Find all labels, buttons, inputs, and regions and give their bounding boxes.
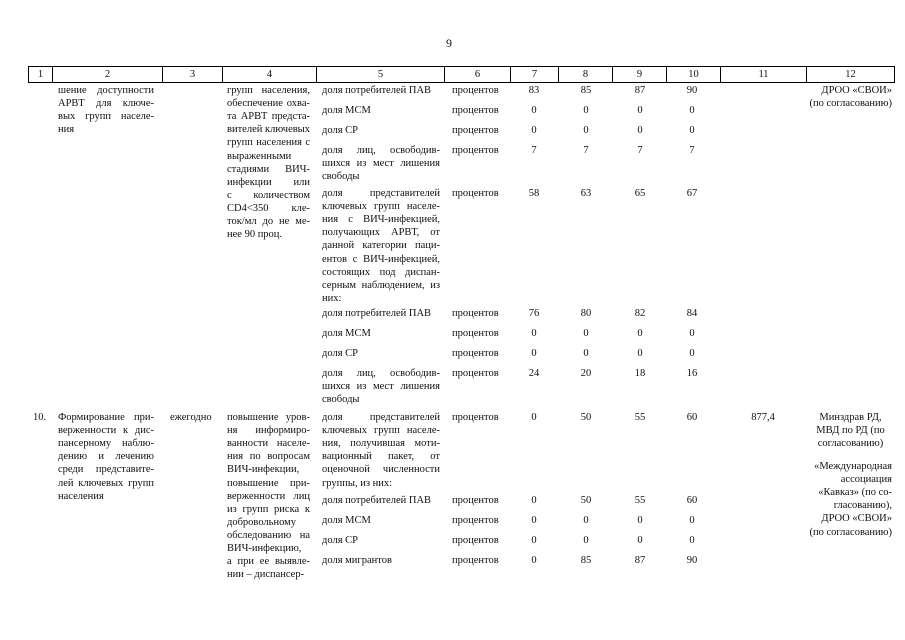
item10-col4-line: ния по вопросам bbox=[227, 451, 310, 463]
row-top-2-value-7: 0 bbox=[531, 125, 537, 136]
header-cell-3: 3 bbox=[162, 67, 222, 82]
row-top-7-value-8: 0 bbox=[583, 348, 589, 359]
item10-col2-line: верженности к дис- bbox=[58, 425, 154, 437]
item10-row-0-indicator-line: ния, получившая моти- bbox=[322, 438, 440, 450]
item10-col2-line: Формирование при- bbox=[58, 412, 154, 423]
row-top-8-indicator-line: доля лиц, освободив- bbox=[322, 368, 440, 379]
item10-responsible-a: согласованию) bbox=[817, 438, 884, 450]
row-top-4-indicator-line: данной категории паци- bbox=[322, 240, 440, 252]
header-cell-10: 10 bbox=[666, 67, 720, 82]
row-top-6-value-8: 0 bbox=[583, 328, 589, 339]
row-top-1-value-7: 0 bbox=[531, 105, 537, 116]
row-top-4-value-7: 58 bbox=[528, 188, 540, 199]
row-top-4-value-9: 65 bbox=[634, 188, 646, 199]
item10-row-4-value-9: 87 bbox=[634, 555, 646, 566]
col2-text-line: ния bbox=[58, 124, 75, 136]
header-cell-6: 6 bbox=[444, 67, 510, 82]
header-cell-2: 2 bbox=[52, 67, 162, 82]
item10-row-1-value-9: 55 bbox=[634, 495, 646, 506]
item10-row-0-indicator-line: ключевых групп населе- bbox=[322, 425, 440, 437]
item10-row-3-value-7: 0 bbox=[531, 535, 537, 546]
item10-row-1-unit: процентов bbox=[452, 495, 499, 506]
item10-col2-line: среди представите- bbox=[58, 464, 154, 476]
item10-row-2-indicator-line: доля МСМ bbox=[322, 515, 371, 526]
item10-col2-line: дению и лечению bbox=[58, 451, 154, 463]
row-top-8-value-7: 24 bbox=[528, 368, 540, 379]
row-top-4-indicator-line: ключевых групп населе- bbox=[322, 201, 440, 213]
header-cell-9: 9 bbox=[612, 67, 666, 82]
item10-responsible-b: ассоциация bbox=[840, 474, 892, 486]
col2-text-line: АРВТ для ключе- bbox=[58, 98, 154, 110]
header-cell-1: 1 bbox=[28, 67, 52, 82]
item10-col2-line: пансерному наблю- bbox=[58, 438, 154, 450]
col4-text-line: групп населения, bbox=[227, 85, 310, 96]
item10-row-0-indicator-line: оценочной численности bbox=[322, 464, 440, 476]
item10-row-4-indicator-line: доля мигрантов bbox=[322, 555, 392, 566]
row-top-6-value-10: 0 bbox=[689, 328, 695, 339]
item10-row-0-indicator-line: доля представителей bbox=[322, 412, 440, 423]
item10-responsible-b: «Кавказ» (по со- bbox=[818, 487, 892, 499]
row-top-1-indicator-line: доля МСМ bbox=[322, 105, 371, 116]
item10-col4-line: повышение при- bbox=[227, 477, 310, 489]
col12-responsible: ДРОО «СВОИ» bbox=[821, 85, 892, 96]
item10-responsible-a: МВД по РД (по bbox=[816, 425, 885, 437]
item10-col2-line: населения bbox=[58, 490, 104, 502]
row-top-4-indicator-line: получающих АРВТ, от bbox=[322, 227, 440, 239]
row-top-6-value-7: 0 bbox=[531, 328, 537, 339]
item10-col4-line: верженности лиц bbox=[227, 490, 310, 502]
row-top-5-value-7: 76 bbox=[528, 308, 540, 319]
row-top-5-value-10: 84 bbox=[686, 308, 698, 319]
col4-text-line: нее 90 проц. bbox=[227, 229, 283, 241]
item10-row-1-indicator-line: доля потребителей ПАВ bbox=[322, 495, 432, 506]
row-top-4-indicator-line: доля представителей bbox=[322, 188, 440, 199]
item10-col4-line: а при ее выявле- bbox=[227, 556, 310, 568]
col4-text-line: CD4<350 кле- bbox=[227, 202, 310, 214]
col4-text-line: вителей ключевых bbox=[227, 124, 310, 136]
item10-col4-line: обследованию на bbox=[227, 529, 310, 541]
header-cell-11: 11 bbox=[720, 67, 806, 82]
row-top-2-indicator-line: доля СР bbox=[322, 125, 358, 136]
row-top-4-indicator-line: них: bbox=[322, 292, 342, 304]
row-top-0-value-9: 87 bbox=[634, 85, 646, 96]
row-top-7-value-7: 0 bbox=[531, 348, 537, 359]
row-top-4-value-10: 67 bbox=[686, 188, 698, 199]
item10-responsible-a: Минздрав РД, bbox=[819, 412, 882, 423]
item10-row-0-unit: процентов bbox=[452, 412, 499, 423]
row-top-3-value-10: 7 bbox=[689, 145, 695, 156]
item10-row-0-value-7: 0 bbox=[531, 412, 537, 423]
item-number: 10. bbox=[33, 412, 47, 423]
row-top-1-unit: процентов bbox=[452, 105, 499, 116]
item10-row-2-value-10: 0 bbox=[689, 515, 695, 526]
item10-row-3-unit: процентов bbox=[452, 535, 499, 546]
row-top-0-value-10: 90 bbox=[686, 85, 698, 96]
row-top-3-value-8: 7 bbox=[583, 145, 589, 156]
row-top-1-value-10: 0 bbox=[689, 105, 695, 116]
row-top-5-value-9: 82 bbox=[634, 308, 646, 319]
item10-row-1-value-7: 0 bbox=[531, 495, 537, 506]
row-top-5-value-8: 80 bbox=[580, 308, 592, 319]
row-top-2-value-9: 0 bbox=[637, 125, 643, 136]
row-top-0-value-8: 85 bbox=[580, 85, 592, 96]
item10-row-2-value-7: 0 bbox=[531, 515, 537, 526]
header-cell-8: 8 bbox=[558, 67, 612, 82]
item10-row-1-value-8: 50 bbox=[580, 495, 592, 506]
item10-budget: 877,4 bbox=[751, 412, 775, 423]
item10-row-0-value-9: 55 bbox=[634, 412, 646, 423]
col4-text-line: с количеством bbox=[227, 189, 310, 201]
row-top-6-value-9: 0 bbox=[637, 328, 643, 339]
item10-row-4-value-10: 90 bbox=[686, 555, 698, 566]
row-top-7-indicator-line: доля СР bbox=[322, 348, 358, 359]
col4-text-line: групп населения с bbox=[227, 137, 310, 149]
row-top-2-unit: процентов bbox=[452, 125, 499, 136]
item10-col2-line: лей ключевых групп bbox=[58, 477, 154, 489]
item10-row-1-value-10: 60 bbox=[686, 495, 698, 506]
row-top-8-indicator-line: свободы bbox=[322, 394, 360, 406]
row-top-4-indicator-line: ентов с ВИЧ-инфекцией, bbox=[322, 253, 440, 265]
item10-row-2-value-9: 0 bbox=[637, 515, 643, 526]
row-top-1-value-8: 0 bbox=[583, 105, 589, 116]
row-top-1-value-9: 0 bbox=[637, 105, 643, 116]
row-top-3-indicator-line: доля лиц, освободив- bbox=[322, 145, 440, 156]
row-top-7-unit: процентов bbox=[452, 348, 499, 359]
item10-col4-line: ня информиро- bbox=[227, 425, 310, 437]
row-top-8-value-10: 16 bbox=[686, 368, 698, 379]
row-top-5-indicator-line: доля потребителей ПАВ bbox=[322, 308, 432, 319]
item10-col4-line: ВИЧ-инфекции, bbox=[227, 464, 300, 476]
row-top-5-unit: процентов bbox=[452, 308, 499, 319]
row-top-4-indicator-line: ния с ВИЧ-инфекцией, bbox=[322, 214, 440, 226]
item10-row-4-unit: процентов bbox=[452, 555, 499, 566]
row-top-4-indicator-line: состоящих под диспан- bbox=[322, 266, 440, 278]
row-top-4-indicator-line: серным наблюдением, из bbox=[322, 279, 440, 291]
item10-row-0-indicator-line: вационный пакет, от bbox=[322, 451, 440, 463]
item10-responsible-b: ДРОО «СВОИ» bbox=[821, 513, 892, 525]
row-top-0-unit: процентов bbox=[452, 85, 499, 96]
item10-responsible-b: «Международная bbox=[814, 461, 892, 472]
row-top-3-indicator-line: свободы bbox=[322, 171, 360, 183]
row-top-3-value-9: 7 bbox=[637, 145, 643, 156]
row-top-4-unit: процентов bbox=[452, 188, 499, 199]
row-top-3-unit: процентов bbox=[452, 145, 499, 156]
item10-col4-line: нии – диспансер- bbox=[227, 569, 305, 581]
item10-row-0-value-10: 60 bbox=[686, 412, 698, 423]
row-top-6-unit: процентов bbox=[452, 328, 499, 339]
row-top-0-indicator-line: доля потребителей ПАВ bbox=[322, 85, 432, 96]
item10-row-4-value-7: 0 bbox=[531, 555, 537, 566]
row-top-7-value-10: 0 bbox=[689, 348, 695, 359]
item10-row-3-value-10: 0 bbox=[689, 535, 695, 546]
item10-row-3-value-9: 0 bbox=[637, 535, 643, 546]
col4-text-line: инфекции или bbox=[227, 176, 310, 188]
item10-col4-line: из групп риска к bbox=[227, 503, 310, 515]
item10-responsible-b: (по согласованию) bbox=[809, 526, 892, 538]
page-number: 9 bbox=[446, 36, 452, 50]
header-cell-4: 4 bbox=[222, 67, 316, 82]
row-top-0-value-7: 83 bbox=[528, 85, 540, 96]
item10-col4-line: ВИЧ-инфекцию, bbox=[227, 543, 302, 554]
col2-text-line: шение доступности bbox=[58, 85, 154, 96]
col4-text-line: выраженными bbox=[227, 150, 292, 162]
item10-responsible-b: гласованию), bbox=[833, 500, 892, 512]
row-top-2-value-8: 0 bbox=[583, 125, 589, 136]
item10-col4-line: повышение уров- bbox=[227, 412, 310, 423]
item10-col4-line: добровольному bbox=[227, 516, 297, 528]
header-cell-5: 5 bbox=[316, 67, 444, 82]
col4-text-line: стадиями ВИЧ- bbox=[227, 163, 310, 175]
item10-row-3-indicator-line: доля СР bbox=[322, 535, 358, 546]
row-top-3-indicator-line: шихся из мест лишения bbox=[322, 158, 440, 170]
row-top-8-value-8: 20 bbox=[580, 368, 592, 379]
item10-row-3-value-8: 0 bbox=[583, 535, 589, 546]
item10-row-2-unit: процентов bbox=[452, 515, 499, 526]
row-top-2-value-10: 0 bbox=[689, 125, 695, 136]
item10-period: ежегодно bbox=[170, 412, 212, 423]
row-top-3-value-7: 7 bbox=[531, 145, 537, 156]
row-top-8-indicator-line: шихся из мест лишения bbox=[322, 381, 440, 393]
row-top-6-indicator-line: доля МСМ bbox=[322, 328, 371, 339]
item10-row-4-value-8: 85 bbox=[580, 555, 592, 566]
item10-row-0-value-8: 50 bbox=[580, 412, 592, 423]
header-cell-12: 12 bbox=[806, 67, 895, 82]
row-top-7-value-9: 0 bbox=[637, 348, 643, 359]
table-header bbox=[28, 66, 895, 83]
item10-row-2-value-8: 0 bbox=[583, 515, 589, 526]
col4-text-line: та АРВТ предста- bbox=[227, 111, 310, 123]
col4-text-line: обеспечение охва- bbox=[227, 98, 310, 110]
col12-responsible: (по согласованию) bbox=[809, 98, 892, 110]
header-cell-7: 7 bbox=[510, 67, 558, 82]
col4-text-line: ток/мл до не ме- bbox=[227, 216, 310, 227]
item10-row-0-indicator-line: группы, из них: bbox=[322, 477, 393, 489]
row-top-8-unit: процентов bbox=[452, 368, 499, 379]
item10-col4-line: ванности населе- bbox=[227, 438, 310, 450]
row-top-4-value-8: 63 bbox=[580, 188, 592, 199]
col2-text-line: вых групп населе- bbox=[58, 111, 154, 123]
row-top-8-value-9: 18 bbox=[634, 368, 646, 379]
